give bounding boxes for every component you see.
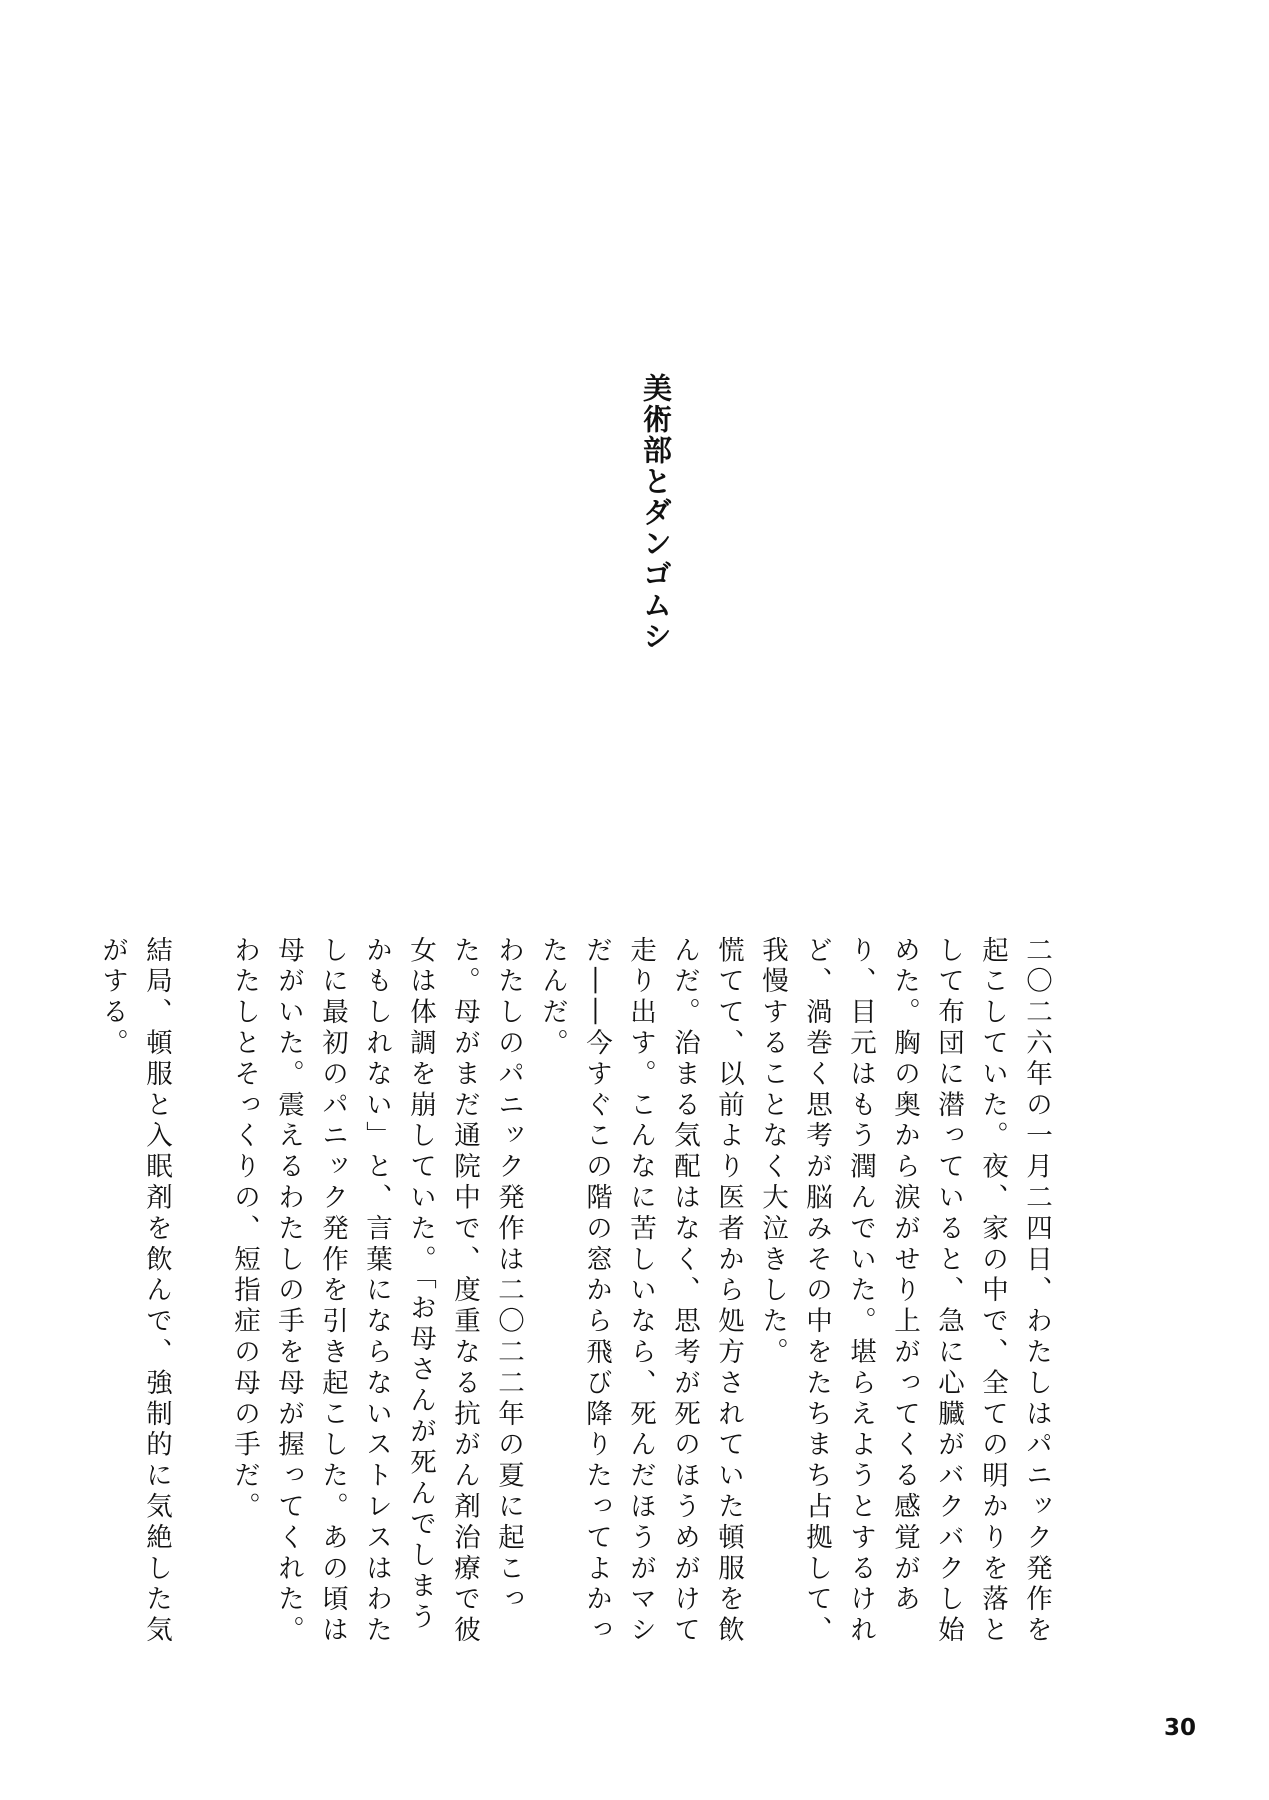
paragraph-1: 二〇二六年の一月二四日、わたしはパニック発作を起こしていた。夜、家の中で、全ての明かりを落として布団に潜っていると、急に心臓がバクバクし始めた。胸の奥から涙がせり上がってくる感覚があり、目元はもう潤んでいた。堪らえようとするけれど、渦巻く思考が脳みその中をたちまち占拠して、我慢することなく大泣きした。: [757, 936, 1052, 1647]
paragraph-4: 結局、頓服と入眠剤を飲んで、強制的に気絶した気がする。: [97, 936, 172, 1647]
paragraph-2: 慌てて、以前より医者から処方されていた頓服を飲んだ。治まる気配はなく、思考が死のほうめがけて走り出す。こんなに苦しいなら、死んだほうがマシだ――今すぐこの階の窓から飛び降りたってよかったんだ。: [537, 936, 744, 1647]
body-text: [97, 936, 1058, 1656]
page-number: 30: [1164, 1715, 1197, 1741]
paragraph-3: わたしのパニック発作は二〇二二年の夏に起こった。母がまだ通院中で、度重なる抗がん剤治療で彼女は体調を崩していた。「お母さんが死んでしまうかもしれない」と、言葉にならないストレスはわたしに最初のパニック発作を引き起こした。あの頃は母がいた。震えるわたしの手を母が握ってくれた。わたしとそっくりの、短指症の母の手だ。: [229, 936, 524, 1647]
chapter-title: 美術部とダンゴムシ: [639, 373, 673, 652]
